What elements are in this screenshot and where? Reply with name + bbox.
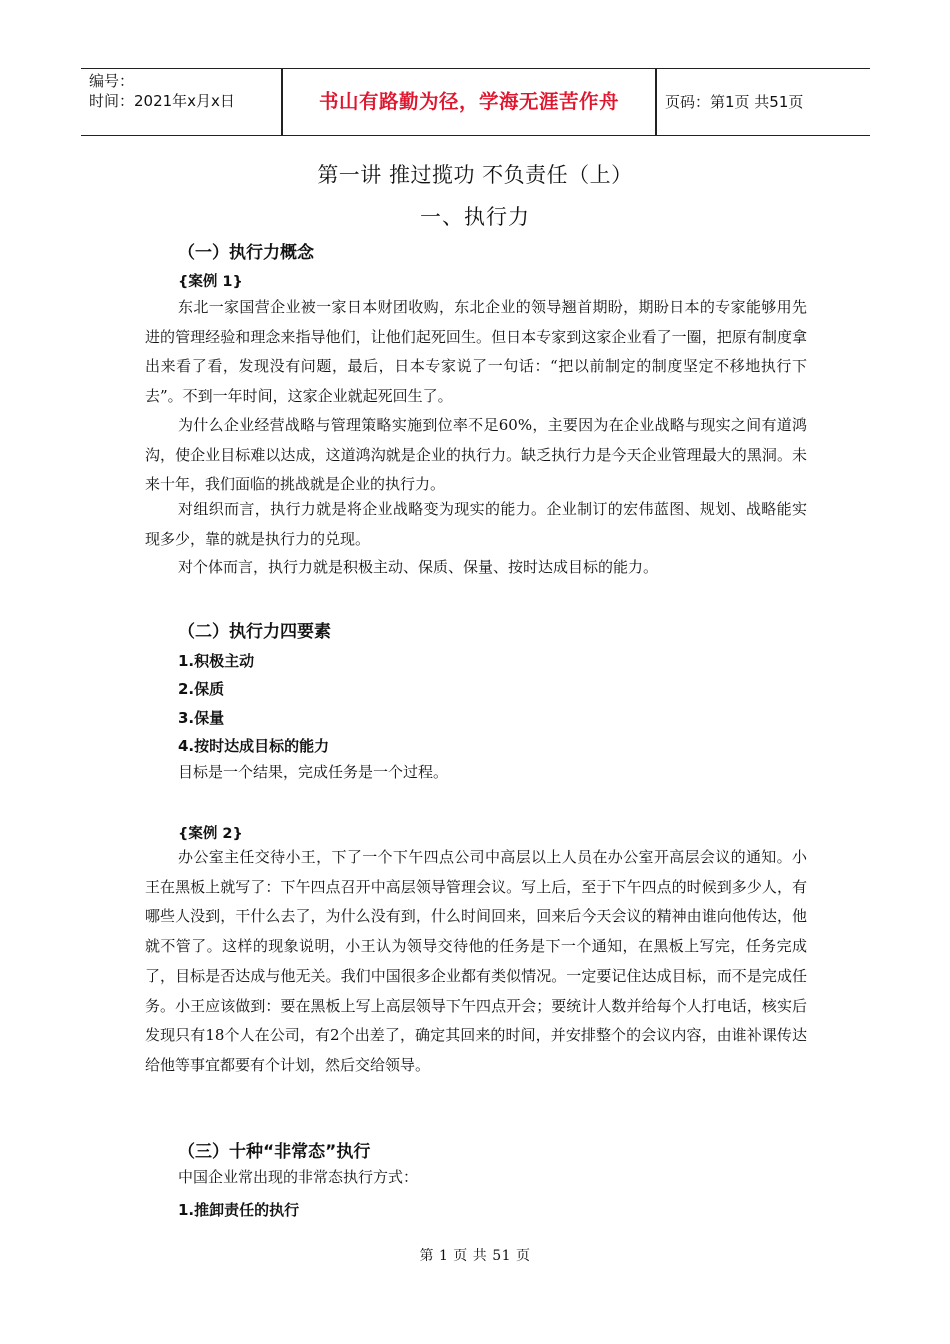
header-divider [655, 69, 657, 135]
header-page-info: 页码：第1页 共51页 [665, 93, 804, 111]
case-label: {案例 1} [178, 274, 243, 290]
paragraph: 对个体而言，执行力就是积极主动、保质、保量、按时达成目标的能力。 [178, 558, 659, 576]
page-title: 第一讲 推过揽功 不负责任（上） [317, 163, 633, 187]
page-footer: 第 1 页 共 51 页 [419, 1248, 531, 1264]
header-meta [89, 71, 235, 111]
chapter-subtitle: 一、执行力 [420, 205, 530, 229]
list-item: 2.保质 [178, 680, 225, 698]
case-label: {案例 2} [178, 826, 243, 842]
page-header [81, 68, 870, 136]
header-motto: 书山有路勤为径，学海无涯苦作舟 [318, 90, 619, 113]
paragraph: 中国企业常出现的非常态执行方式： [178, 1168, 419, 1186]
section-heading: （二）执行力四要素 [178, 622, 331, 642]
paragraph: 为什么企业经营战略与管理策略实施到位率不足60%，主要因为在企业战略与现实之间有道鸿沟，使企业目标难以达成，这道鸿沟就是企业的执行力。缺乏执行力是今天企业管理最大的黑洞。未来十年，我们面临的挑战就是企业的执行力。 [145, 416, 807, 493]
list-item: 3.保量 [178, 709, 225, 727]
paragraph: 目标是一个结果，完成任务是一个过程。 [178, 763, 449, 781]
list-item: 1.积极主动 [178, 652, 255, 670]
document-date: 时间：2021年x月x日 [89, 92, 235, 110]
document-number-label: 编号： [89, 72, 135, 90]
list-item: 4.按时达成目标的能力 [178, 737, 330, 755]
paragraph: 办公室主任交待小王，下了一个下午四点公司中高层以上人员在办公室开高层会议的通知。小王在黑板上就写了：下午四点召开中高层领导管理会议。写上后，至于下午四点的时候到多少人，有哪些人没到，干什么去了，为什么没有到，什么时间回来，回来后今天会议的精神由谁向他传达，他就不管了。这样的现象说明，小王认为领导交待他的任务是下一个通知，在黑板上写完，任务完成了，目标是否达成与他无关。我们中国很多企业都有类似情况。一定要记住达成目标，而不是完成任务。小王应该做到：要在黑板上写上高层领导下午四点开会；要统计人数并给每个人打电话，核实后发现只有18个人在公司，有2个出差了，确定其回来的时间，并安排整个的会议内容，由谁补课传达给他等事宜都要有个计划，然后交给领导。 [145, 848, 807, 1074]
section-heading: （一）执行力概念 [178, 243, 314, 263]
list-item: 1.推卸责任的执行 [178, 1201, 300, 1219]
paragraph: 东北一家国营企业被一家日本财团收购，东北企业的领导翘首期盼，期盼日本的专家能够用先进的管理经验和理念来指导他们，让他们起死回生。但日本专家到这家企业看了一圈，把原有制度拿出来看了看，发现没有问题，最后，日本专家说了一句话：“把以前制定的制度坚定不移地执行下去”。不到一年时间，这家企业就起死回生了。 [145, 298, 807, 405]
paragraph: 对组织而言，执行力就是将企业战略变为现实的能力。企业制订的宏伟蓝图、规划、战略能实现多少，靠的就是执行力的兑现。 [145, 500, 807, 548]
section-heading: （三）十种“非常态”执行 [178, 1142, 371, 1162]
